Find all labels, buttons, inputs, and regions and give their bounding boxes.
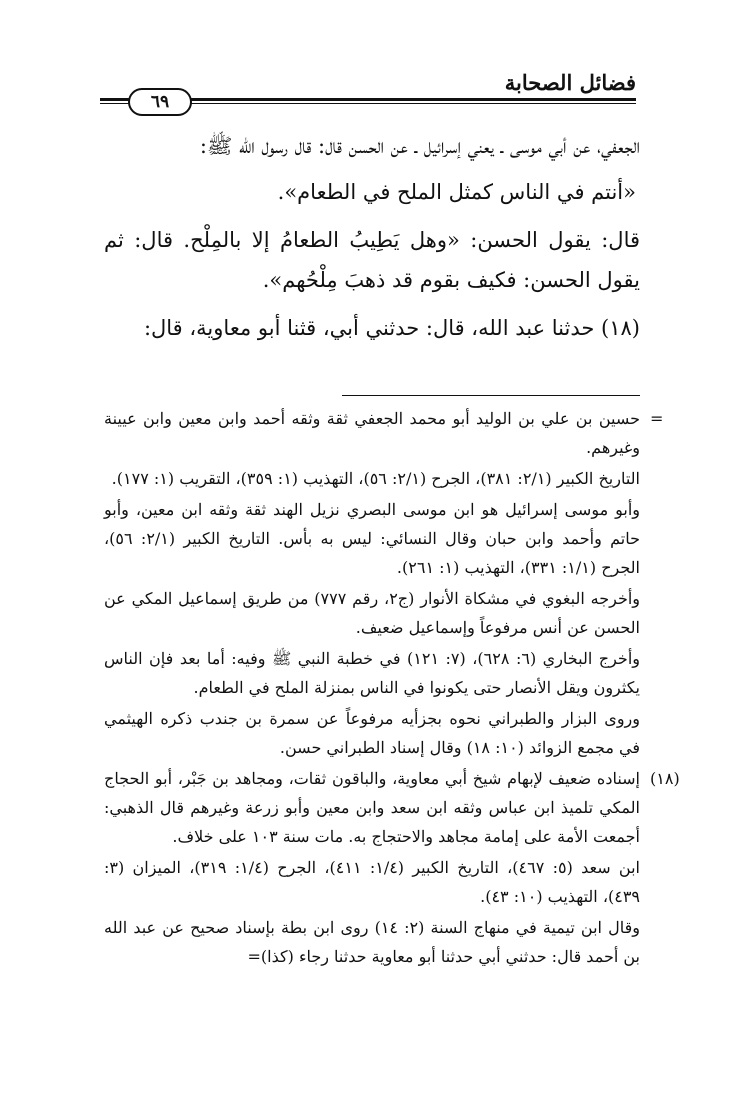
running-header (100, 70, 636, 110)
footnote-18 (104, 764, 680, 971)
footnote-paragraph: وأبو موسى إسرائيل هو ابن موسى البصري نزيل الهند ثقة وثقه ابن معين، وأبو حاتم وأحمد وابن حبان وقال النسائي: ليس به بأس. التاريخ الكبير (٢/١: ٥٦)، الجرح (١/١: ٣٣١)، التهذيب (١: ٢٦١). (104, 500, 640, 577)
footnote-paragraph: وروى البزار والطبراني نحوه بجزأيه مرفوعاً عن سمرة بن جندب ذكره الهيثمي في مجمع الزوائد (١٠: ١٨) وقال إسناد الطبراني حسن. (104, 709, 640, 757)
page-number: ٦٩ (128, 88, 192, 116)
footnote-separator (342, 395, 640, 396)
footnote-paragraph: وأخرجه البغوي في مشكاة الأنوار (ج٢، رقم ٧٧٧) من طريق إسماعيل المكي عن الحسن عن أنس مرفوعاً وإسماعيل ضعيف. (104, 589, 641, 637)
book-title: فضائل الصحابة (504, 70, 636, 95)
footnote-marker: (١٨) (650, 769, 680, 788)
hadith-quote: «أنتم في الناس كمثل الملح في الطعام». (277, 180, 636, 204)
footnote-paragraph: إسناده ضعيف لإبهام شيخ أبي معاوية، والباقون ثقات، ومجاهد بن جَبْر، أبو الحجاج المكي تلميذ ابن عباس وثقه ابن سعد وابن معين وأبو زرعة وغيرهم قال الذهبي: أجمعت الأمة على إمامة مجاهد والاحتجاج به. مات سنة ١٠٣ على خلاف. (104, 769, 640, 846)
footnote-continuation (104, 404, 664, 762)
footnote-paragraph: وأخرج البخاري (٦: ٦٢٨)، (٧: ١٢١) في خطبة النبي ﷺ وفيه: أما بعد فإن الناس يكثرون ويقل الأنصار حتى يكونوا في الناس بمنزلة الملح في الطعام. (104, 649, 640, 697)
main-paragraph: الجعفي، عن أبي موسى ـ يعني إسرائيل ـ عن الحسن قال: قال رسول الله ﷺ: (199, 134, 640, 158)
footnotes (104, 404, 680, 973)
footnote-paragraph: وقال ابن تيمية في منهاج السنة (٢: ١٤) روى ابن بطة بإسناد صحيح عن عبد الله بن أحمد قال: حدثني أبي حدثنا أبو معاوية حدثنا رجاء (كذا)= (104, 918, 641, 966)
continuation-marker: = (650, 409, 664, 428)
footnote-paragraph: حسين بن علي بن الوليد أبو محمد الجعفي ثقة وثقه أحمد وابن معين وابن عيينة وغيرهم. (104, 409, 640, 457)
footnote-paragraph: ابن سعد (٥: ٤٦٧)، التاريخ الكبير (١/٤: ٤١١)، الجرح (١/٤: ٣١٩)، الميزان (٣: ٤٣٩)، التهذيب (١٠: ٤٣). (104, 858, 640, 906)
main-paragraph: قال: يقول الحسن: «وهل يَطِيبُ الطعامُ إلا بالمِلْح. قال: ثم يقول الحسن: فكيف بقوم قد ذهبَ مِلْحُهم». (104, 228, 641, 292)
main-text (104, 126, 640, 352)
footnote-paragraph: التاريخ الكبير (٢/١: ٣٨١)، الجرح (٢/١: ٥٦)، التهذيب (١: ٣٥٩)، التقريب (١: ١٧٧). (111, 469, 640, 488)
main-paragraph: (١٨) حدثنا عبد الله، قال: حدثني أبي، قثنا أبو معاوية، قال: (143, 316, 640, 340)
